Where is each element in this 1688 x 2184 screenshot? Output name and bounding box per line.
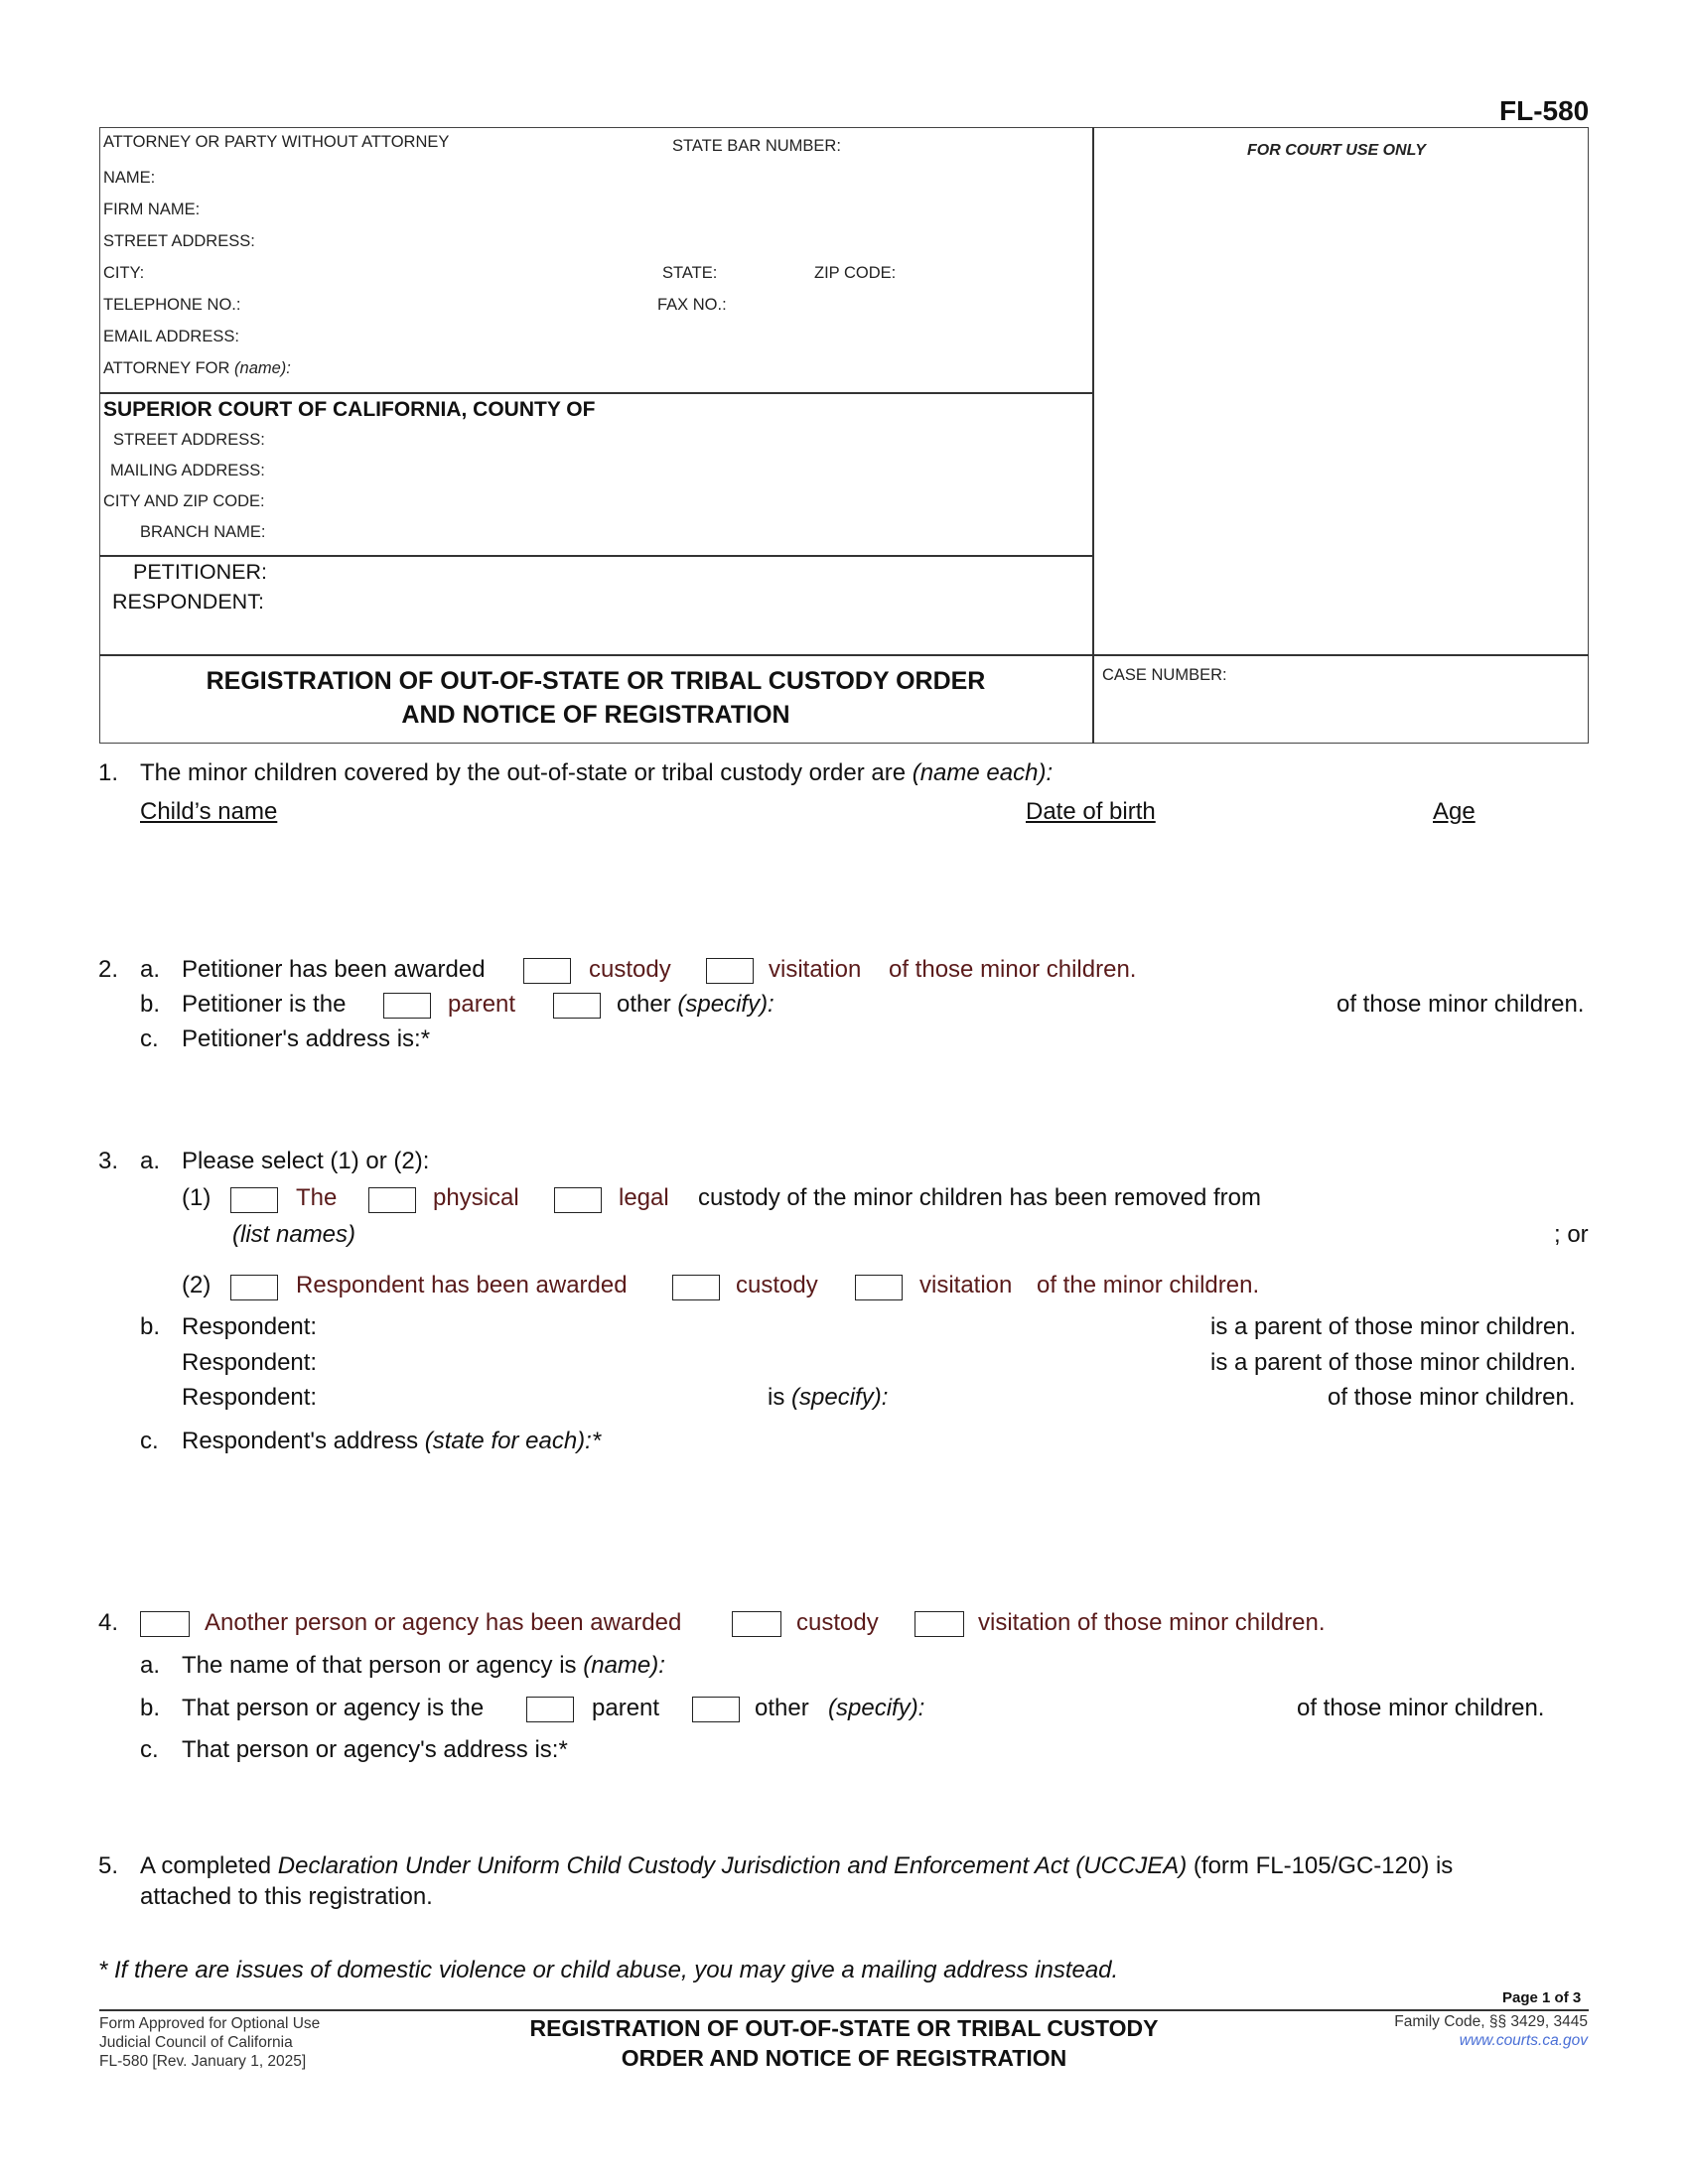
- item3a1-the-checkbox[interactable]: [230, 1187, 278, 1213]
- item1-number: 1.: [98, 759, 119, 786]
- item3a-text: Please select (1) or (2):: [182, 1148, 430, 1174]
- item3a2-respondent-checkbox[interactable]: [230, 1275, 278, 1300]
- item5-text-line2: attached to this registration.: [140, 1883, 433, 1910]
- item3a1-text: custody of the minor children has been removed from: [698, 1184, 1261, 1211]
- item4c-text: That person or agency's address is:*: [182, 1736, 568, 1763]
- item3a2-custody-checkbox[interactable]: [672, 1275, 720, 1300]
- form-number: FL-580: [1499, 95, 1590, 126]
- item3b-of-those: of those minor children.: [1328, 1384, 1576, 1411]
- item4c-letter: c.: [140, 1736, 159, 1763]
- item2b-parent-checkbox[interactable]: [383, 993, 431, 1019]
- item4a-letter: a.: [140, 1652, 161, 1679]
- item2b-tail: of those minor children.: [1336, 991, 1585, 1018]
- item2a-custody-label: custody: [589, 956, 671, 983]
- item3a1-legal-label: legal: [619, 1184, 669, 1211]
- item2a-custody-checkbox[interactable]: [523, 958, 571, 984]
- item3a1-number: (1): [182, 1184, 211, 1211]
- telephone-label: TELEPHONE NO.:: [103, 296, 241, 314]
- page-number: Page 1 of 3: [1502, 1989, 1582, 2006]
- court-title: SUPERIOR COURT OF CALIFORNIA, COUNTY OF: [103, 398, 596, 421]
- item5-number: 5.: [98, 1852, 119, 1879]
- item3b-is-parent-1: is a parent of those minor children.: [1210, 1313, 1577, 1340]
- item4-visitation-checkbox[interactable]: [914, 1611, 964, 1637]
- item4-visitation-label: visitation of those minor children.: [978, 1609, 1326, 1636]
- item3a1-physical-checkbox[interactable]: [368, 1187, 416, 1213]
- footer-council: Judicial Council of California: [99, 2034, 293, 2051]
- item2a-visitation-label: visitation: [769, 956, 862, 983]
- item3c-letter: c.: [140, 1428, 159, 1454]
- item2b-parent-label: parent: [448, 991, 516, 1018]
- footer-title-line2: ORDER AND NOTICE OF REGISTRATION: [621, 2045, 1067, 2071]
- item4b-other-label: other: [755, 1695, 809, 1721]
- court-branch-label: BRANCH NAME:: [140, 523, 266, 541]
- item3a2-number: (2): [182, 1272, 211, 1298]
- item3a2-tail: of the minor children.: [1037, 1272, 1260, 1298]
- item3a1-legal-checkbox[interactable]: [554, 1187, 602, 1213]
- court-city-zip-label: CITY AND ZIP CODE:: [103, 492, 265, 510]
- item4b-parent-checkbox[interactable]: [526, 1697, 574, 1722]
- item2c-letter: c.: [140, 1025, 159, 1052]
- caption-divider: [1092, 127, 1094, 744]
- item3a2-visitation-checkbox[interactable]: [855, 1275, 903, 1300]
- item4-custody-checkbox[interactable]: [732, 1611, 781, 1637]
- item3b-letter: b.: [140, 1313, 161, 1340]
- item3a2-visitation-label: visitation: [919, 1272, 1013, 1298]
- col-age: Age: [1433, 798, 1476, 825]
- item2a-letter: a.: [140, 956, 161, 983]
- item2-number: 2.: [98, 956, 119, 983]
- item2b-other-label: other (specify):: [617, 991, 774, 1018]
- item4b-letter: b.: [140, 1695, 161, 1721]
- footer-approved: Form Approved for Optional Use: [99, 2015, 321, 2032]
- state-bar-label: STATE BAR NUMBER:: [672, 137, 841, 155]
- case-number-label: CASE NUMBER:: [1102, 666, 1227, 684]
- city-label: CITY:: [103, 264, 145, 282]
- item3a1-the-label: The: [296, 1184, 338, 1211]
- footer-code: Family Code, §§ 3429, 3445: [1394, 2013, 1588, 2030]
- footnote: * If there are issues of domestic violence or child abuse, you may give a mailing address instead.: [98, 1957, 1119, 1983]
- col-childs-name: Child’s name: [140, 798, 278, 825]
- item4a-text: The name of that person or agency is (name):: [182, 1652, 665, 1679]
- item4-custody-label: custody: [796, 1609, 879, 1636]
- item2a-tail: of those minor children.: [889, 956, 1137, 983]
- item3b-respondent-3: Respondent:: [182, 1384, 318, 1411]
- firm-name-label: FIRM NAME:: [103, 201, 201, 218]
- form-title-line2: AND NOTICE OF REGISTRATION: [401, 701, 790, 729]
- zip-code-label: ZIP CODE:: [814, 264, 897, 282]
- item2b-letter: b.: [140, 991, 161, 1018]
- item3c-text: Respondent's address (state for each):*: [182, 1428, 602, 1454]
- item4b-tail: of those minor children.: [1297, 1695, 1545, 1721]
- footer-rule: [99, 2009, 1589, 2011]
- item1-text: The minor children covered by the out-of-state or tribal custody order are (name each):: [140, 759, 1054, 786]
- item2a-visitation-checkbox[interactable]: [706, 958, 754, 984]
- item3a1-or: ; or: [1554, 1221, 1589, 1248]
- attorney-header: ATTORNEY OR PARTY WITHOUT ATTORNEY: [103, 133, 450, 151]
- attorney-for-label: ATTORNEY FOR (name):: [103, 359, 291, 377]
- item2b-text: Petitioner is the: [182, 991, 347, 1018]
- item3b-is-parent-2: is a parent of those minor children.: [1210, 1349, 1577, 1376]
- col-date-of-birth: Date of birth: [1026, 798, 1156, 825]
- form-title-line1: REGISTRATION OF OUT-OF-STATE OR TRIBAL CUSTODY ORDER: [206, 667, 986, 695]
- item2a-text: Petitioner has been awarded: [182, 956, 486, 983]
- street-address-label: STREET ADDRESS:: [103, 232, 255, 250]
- court-mailing-label: MAILING ADDRESS:: [110, 462, 265, 479]
- item4-number: 4.: [98, 1609, 119, 1636]
- item3a2-custody-label: custody: [736, 1272, 818, 1298]
- court-parties-divider: [99, 555, 1092, 557]
- title-divider: [99, 654, 1589, 656]
- item3a2-text: Respondent has been awarded: [296, 1272, 628, 1298]
- court-use-label: FOR COURT USE ONLY: [1247, 142, 1426, 159]
- item3-number: 3.: [98, 1148, 119, 1174]
- item3b-respondent-2: Respondent:: [182, 1349, 318, 1376]
- email-label: EMAIL ADDRESS:: [103, 328, 239, 345]
- footer-rev: FL-580 [Rev. January 1, 2025]: [99, 2053, 307, 2070]
- item2c-text: Petitioner's address is:*: [182, 1025, 431, 1052]
- item4b-specify: (specify):: [828, 1695, 925, 1721]
- name-label: NAME:: [103, 169, 156, 187]
- caption-box: [99, 127, 1589, 744]
- item3b-is-specify: is (specify):: [768, 1384, 889, 1411]
- item4-agency-checkbox[interactable]: [140, 1611, 190, 1637]
- petitioner-label: PETITIONER:: [133, 560, 267, 584]
- state-label: STATE:: [662, 264, 718, 282]
- respondent-label: RESPONDENT:: [112, 590, 264, 614]
- item4b-other-checkbox[interactable]: [692, 1697, 740, 1722]
- item2b-other-checkbox[interactable]: [553, 993, 601, 1019]
- item4b-parent-label: parent: [592, 1695, 660, 1721]
- fax-label: FAX NO.:: [657, 296, 727, 314]
- item4-text: Another person or agency has been awarded: [205, 1609, 682, 1636]
- item3a-letter: a.: [140, 1148, 161, 1174]
- item3a1-physical-label: physical: [433, 1184, 519, 1211]
- item5-text: A completed Declaration Under Uniform Child Custody Jurisdiction and Enforcement Act (UCCJEA) (form FL-105/GC-120) is: [140, 1852, 1454, 1879]
- attorney-court-divider: [99, 392, 1092, 394]
- item3b-respondent-1: Respondent:: [182, 1313, 318, 1340]
- footer-website-link[interactable]: www.courts.ca.gov: [1459, 2032, 1588, 2049]
- item3a1-list-names: (list names): [232, 1221, 356, 1248]
- footer-title-line1: REGISTRATION OF OUT-OF-STATE OR TRIBAL CUSTODY: [529, 2015, 1159, 2041]
- item4b-text: That person or agency is the: [182, 1695, 485, 1721]
- court-street-label: STREET ADDRESS:: [113, 431, 265, 449]
